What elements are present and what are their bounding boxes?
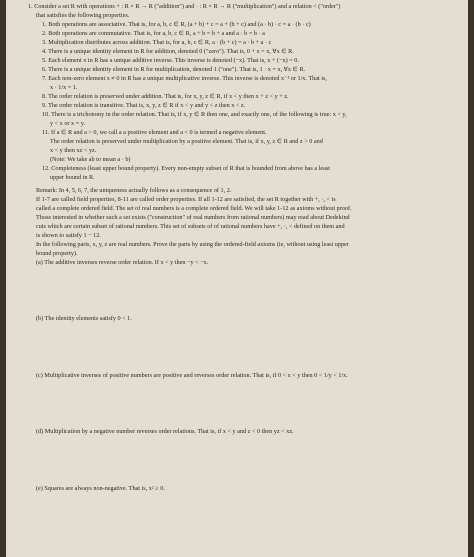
axiom-4: 4. There is a unique identity element in R for addition, denoted 0 ("zero"). That is, 0 + x = x, ∀x ∈ R. (42, 47, 294, 55)
axiom-11: 11. If a ∈ R and a > 0, we call a a positive element and a < 0 is termed a negative element. (42, 128, 267, 136)
axiom-1: 1. Both operations are associative. That is, for a, b, c ∈ R, (a + b) + c = a + (b + c) and (a · b) · c = a · (b · c) (42, 20, 311, 28)
axiom-11-line-3: x < y then xz < yz. (50, 146, 97, 154)
remark-line-6: is shown to satisfy 1 − 12. (36, 231, 101, 239)
part-d: (d) Multiplication by a negative number reverses order relations. That is, if x < y and z < 0 then yz < xz. (36, 427, 294, 435)
problem-intro-line-1: 1. Consider a set R with operations + : R × R → R ("addition") and · : R × R → R ("multiplication") and a relation < ("order") (28, 3, 341, 10)
instructions-line-1: In the following parts, x, y, z are real numbers. Prove the parts by using the ordered-field axioms (ie, without using least upper (36, 240, 349, 248)
axiom-10: 10. There is a trichotomy in the order relation. That is, if x, y ∈ R then one, and exactly one, of the following is true: x < y, (42, 110, 347, 118)
axiom-2: 2. Both operations are commutative. That is, for a, b, c ∈ R, a + b = b + a and a · b = b · a (42, 29, 265, 37)
axiom-7: 7. Each non-zero element x ≠ 0 in R has a unique multiplicative inverse. This inverse is denoted x⁻¹ or 1/x. That is, (42, 74, 327, 82)
remark-line-5: cuts which are certain subset of rational numbers. This set of subsets of of rational numbers have +, ·, < defined on them and (36, 222, 345, 230)
axiom-12-cont: upper bound in R. (50, 173, 95, 181)
axiom-7-cont: x · 1/x = 1. (50, 83, 78, 91)
part-e: (e) Squares are always non-negative. That is, x² ≥ 0. (36, 484, 165, 492)
axiom-11-note: (Note: We take ab to mean a · b) (50, 155, 131, 163)
axiom-11-line-2: The order relation is preserved under multiplication by a positive element. That is, if x, y, z ∈ R and z > 0 and (50, 137, 323, 145)
remark-line-3: called a complete ordered field. The set of real numbers is a complete ordered field. We will take 1-12 as axioms without proof. (36, 204, 352, 212)
remark-line-4: Those interested in whether such a set exists ("construction" of real numbers from rational numbers) may read about Dedekind (36, 213, 350, 221)
problem-intro-line-2: that satisfies the following properties. (36, 11, 130, 19)
worksheet-page (6, 0, 468, 557)
remark-line-1: Remark: In 4, 5, 6, 7, the uniqueness actually follows as a consequence of 1, 2. (36, 186, 232, 194)
part-b: (b) The identity elements satisfy 0 < 1. (36, 314, 132, 322)
axiom-3: 3. Multiplication distributes across addition. That is, for a, b, c ∈ R, a · (b + c) = a · b + a · c (42, 38, 272, 46)
instructions-line-2: bound property). (36, 249, 78, 257)
axiom-10-cont: y < x or x = y. (50, 119, 85, 127)
part-a: (a) The additive inverses reverse order relation. If x < y then −y < −x. (36, 258, 209, 266)
remark-line-2: If 1-7 are called field properties, 8-11 are called order properties. If all 1-12 are satisfied, the set R together with +, ·, < is (36, 195, 336, 203)
axiom-5: 5. Each element x in R has a unique additive inverse. This inverse is denoted (−x). That is, x + (−x) = 0. (42, 56, 299, 64)
axiom-9: 9. The order relation is transitive. That is, x, y, z ∈ R if x < y and y < z then x < z. (42, 101, 246, 109)
part-c: (c) Multiplicative inverses of positive numbers are positive and reverses order relation. That is, if 0 < x < y then 0 < 1/y < 1/x. (36, 371, 348, 379)
axiom-6: 6. There is a unique identity element in R for multiplication, denoted 1 ("one"). That is, 1 · x = x, ∀x ∈ R. (42, 65, 306, 73)
axiom-8: 8. The order relation is preserved under addition. That is, for x, y, z ∈ R, if x < y then x + z < y + z. (42, 92, 289, 100)
axiom-12: 12. Completeness (least upper bound property). Every non-empty subset of R that is bounded from above has a least (42, 164, 330, 172)
